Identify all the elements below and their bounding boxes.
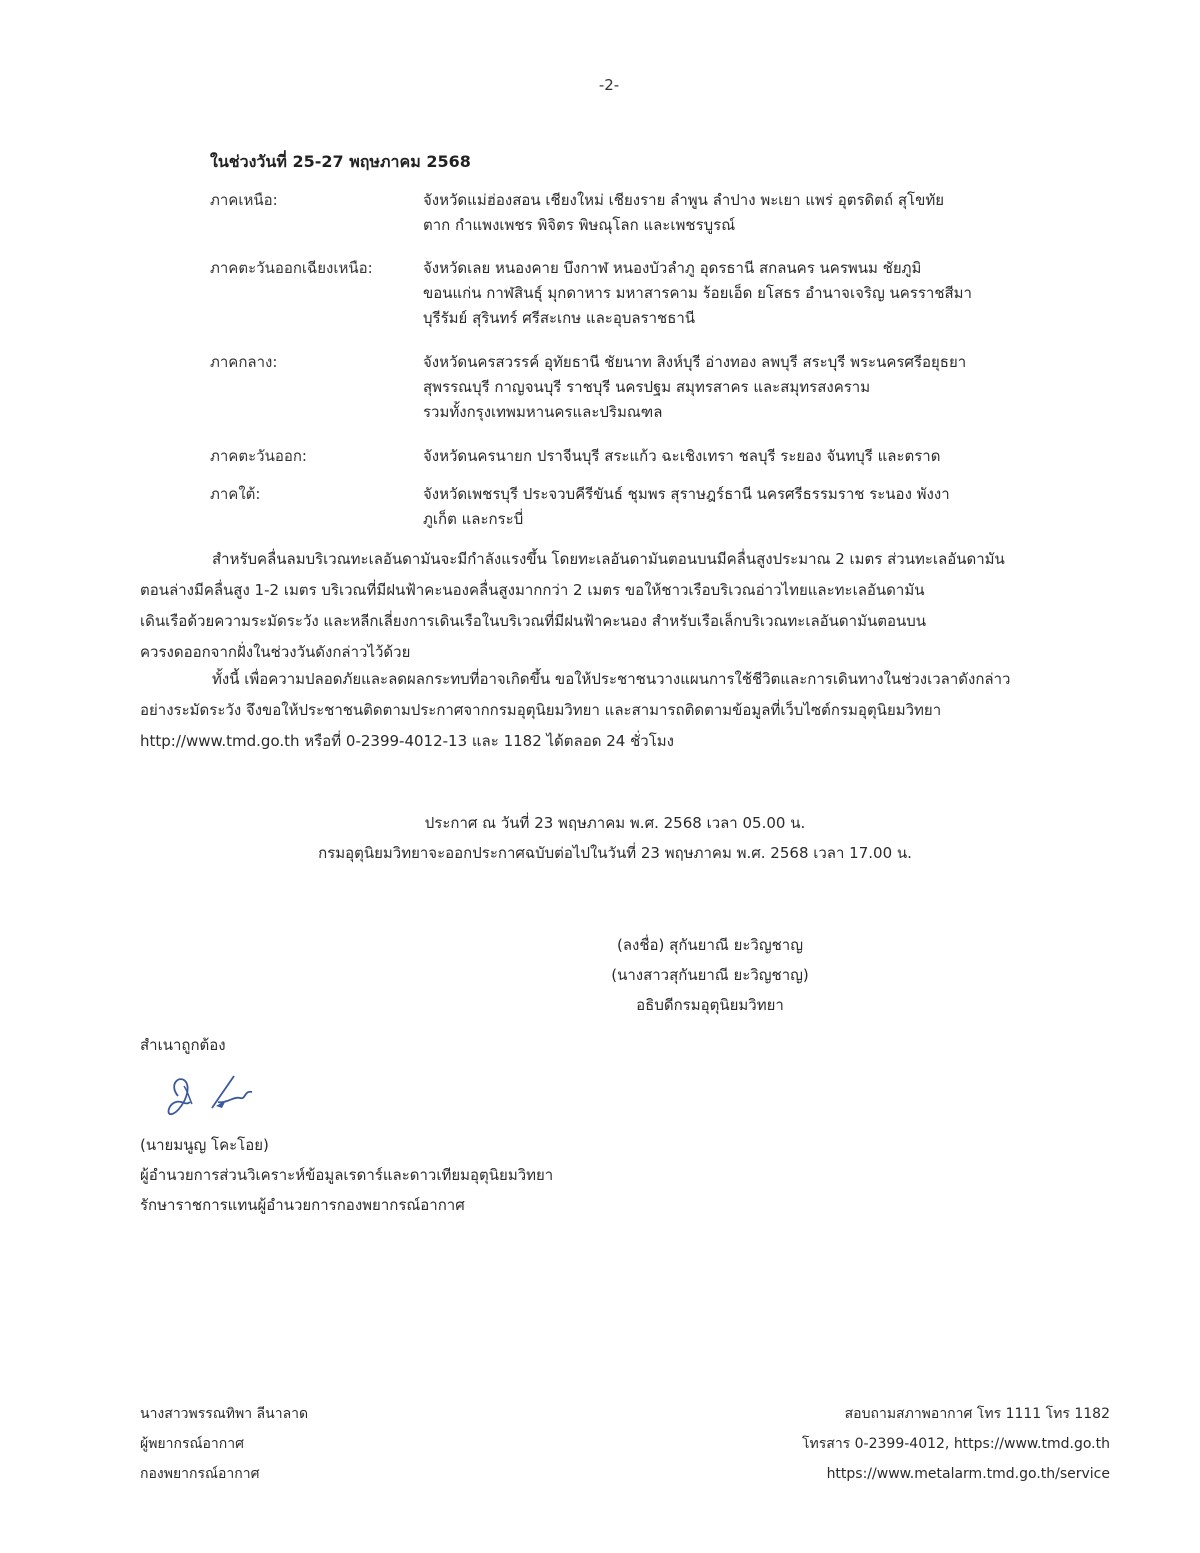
forecaster-division: กองพยากรณ์อากาศ	[140, 1466, 260, 1482]
paragraph-line: เดินเรือด้วยความระมัดระวัง และหลีกเลี่ยงการเดินเรือในบริเวณที่มีฝนฟ้าคะนอง สำหรับเรือเล็กบริเวณทะเลอันดามันตอนบน	[140, 612, 927, 630]
contact-service-link[interactable]: https://www.metalarm.tmd.go.th/service	[826, 1466, 1110, 1482]
issued-timestamp: ประกาศ ณ วันที่ 23 พฤษภาคม พ.ศ. 2568 เวลา 05.00 น.	[424, 814, 806, 832]
province-line: ภูเก็ต และกระบี่	[423, 510, 524, 528]
province-line: สุพรรณบุรี กาญจนบุรี ราชบุรี นครปฐม สมุทรสาคร และสมุทรสงคราม	[423, 378, 871, 396]
handwritten-signature-icon	[160, 1066, 260, 1126]
province-line: จังหวัดเพชรบุรี ประจวบคีรีขันธ์ ชุมพร สุราษฎร์ธานี นครศรีธรรมราช ระนอง พังงา	[423, 485, 950, 503]
signed-line: (ลงชื่อ) สุกันยาณี ยะวิญชาญ	[617, 936, 803, 954]
paragraph-line: ทั้งนี้ เพื่อความปลอดภัยและลดผลกระทบที่อาจเกิดขึ้น ขอให้ประชาชนวางแผนการใช้ชีวิตและการเดินทางในช่วงเวลาดังกล่าว	[212, 670, 1011, 688]
province-line: รวมทั้งกรุงเทพมหานครและปริมณฑล	[423, 403, 663, 421]
certifier-name: (นายมนูญ โคะโอย)	[140, 1136, 269, 1154]
contact-phone: สอบถามสภาพอากาศ โทร 1111 โทร 1182	[844, 1406, 1110, 1422]
region-provinces	[423, 256, 1070, 331]
region-provinces	[423, 444, 1070, 469]
region-label: ภาคตะวันออก:	[210, 447, 307, 465]
province-line: จังหวัดแม่ฮ่องสอน เชียงใหม่ เชียงราย ลำพูน ลำปาง พะเยา แพร่ อุตรดิตถ์ สุโขทัย	[423, 191, 945, 209]
paragraph-line: ตอนล่างมีคลื่นสูง 1-2 เมตร บริเวณที่มีฝนฟ้าคะนองคลื่นสูงมากกว่า 2 เมตร ขอให้ชาวเรือบริเวณอ่าวไทยและทะเลอันดามัน	[140, 581, 925, 599]
forecaster-name: นางสาวพรรณทิพา ลีนาลาด	[140, 1406, 309, 1422]
province-line: ตาก กำแพงเพชร พิจิตร พิษณุโลก และเพชรบูรณ์	[423, 216, 736, 234]
paragraph-line: ควรงดออกจากฝั่งในช่วงวันดังกล่าวไว้ด้วย	[140, 643, 411, 661]
certifier-acting-position: รักษาราชการแทนผู้อำนวยการกองพยากรณ์อากาศ	[140, 1196, 465, 1214]
region-central	[210, 350, 1070, 425]
certifier-position: ผู้อำนวยการส่วนวิเคราะห์ข้อมูลเรดาร์และดาวเทียมอุตุนิยมวิทยา	[140, 1166, 554, 1184]
region-east	[210, 444, 1070, 469]
province-line: จังหวัดเลย หนองคาย บึงกาฬ หนองบัวลำภู อุดรธานี สกลนคร นครพนม ชัยภูมิ	[423, 259, 922, 277]
footer-forecaster	[140, 1399, 308, 1489]
region-label: ภาคเหนือ:	[210, 191, 278, 209]
signatory-title: อธิบดีกรมอุตุนิยมวิทยา	[636, 996, 784, 1014]
region-provinces	[423, 350, 1070, 425]
paragraph-line: อย่างระมัดระวัง จึงขอให้ประชาชนติดตามประกาศจากกรมอุตุนิยมวิทยา และสามารถติดตามข้อมูลที่เว็บไซต์กรมอุตุนิยมวิทยา	[140, 701, 942, 719]
region-provinces	[423, 482, 1070, 532]
region-provinces	[423, 188, 1070, 238]
region-north	[210, 188, 1070, 238]
paragraph-line: สำหรับคลื่นลมบริเวณทะเลอันดามันจะมีกำลังแรงขึ้น โดยทะเลอันดามันตอนบนมีคลื่นสูงประมาณ 2 เมตร ส่วนทะเลอันดามัน	[212, 550, 1005, 568]
region-label: ภาคตะวันออกเฉียงเหนือ:	[210, 259, 373, 277]
province-line: จังหวัดนครนายก ปราจีนบุรี สระแก้ว ฉะเชิงเทรา ชลบุรี ระยอง จันทบุรี และตราด	[423, 447, 941, 465]
region-label: ภาคกลาง:	[210, 353, 278, 371]
footer-contact	[802, 1399, 1110, 1489]
province-line: ขอนแก่น กาฬสินธุ์ มุกดาหาร มหาสารคาม ร้อยเอ็ด ยโสธร อำนาจเจริญ นครราชสีมา	[423, 284, 972, 302]
announcement-block	[0, 808, 1200, 868]
forecaster-title: ผู้พยากรณ์อากาศ	[140, 1436, 244, 1452]
marine-warning-paragraph	[140, 544, 1110, 668]
region-northeast	[210, 256, 1070, 331]
certified-copy-label: สำเนาถูกต้อง	[140, 1036, 226, 1054]
next-announcement: กรมอุตุนิยมวิทยาจะออกประกาศฉบับต่อไปในวันที่ 23 พฤษภาคม พ.ศ. 2568 เวลา 17.00 น.	[318, 844, 912, 862]
province-line: บุรีรัมย์ สุรินทร์ ศรีสะเกษ และอุบลราชธานี	[423, 309, 696, 327]
safety-advice-paragraph	[140, 664, 1110, 757]
region-label: ภาคใต้:	[210, 485, 261, 503]
signatory-block	[420, 930, 1000, 1020]
paragraph-line: http://www.tmd.go.th หรือที่ 0-2399-4012-13 และ 1182 ได้ตลอด 24 ชั่วโมง	[140, 732, 674, 750]
region-south	[210, 482, 1070, 532]
contact-fax-website[interactable]: โทรสาร 0-2399-4012, https://www.tmd.go.th	[802, 1436, 1110, 1452]
page-number: -2-	[598, 76, 620, 94]
certifier-block	[140, 1130, 553, 1220]
signatory-name: (นางสาวสุกันยาณี ยะวิญชาญ)	[611, 966, 809, 984]
province-line: จังหวัดนครสวรรค์ อุทัยธานี ชัยนาท สิงห์บุรี อ่างทอง ลพบุรี สระบุรี พระนครศรีอยุธยา	[423, 353, 967, 371]
period-heading: ในช่วงวันที่ 25-27 พฤษภาคม 2568	[210, 152, 471, 171]
